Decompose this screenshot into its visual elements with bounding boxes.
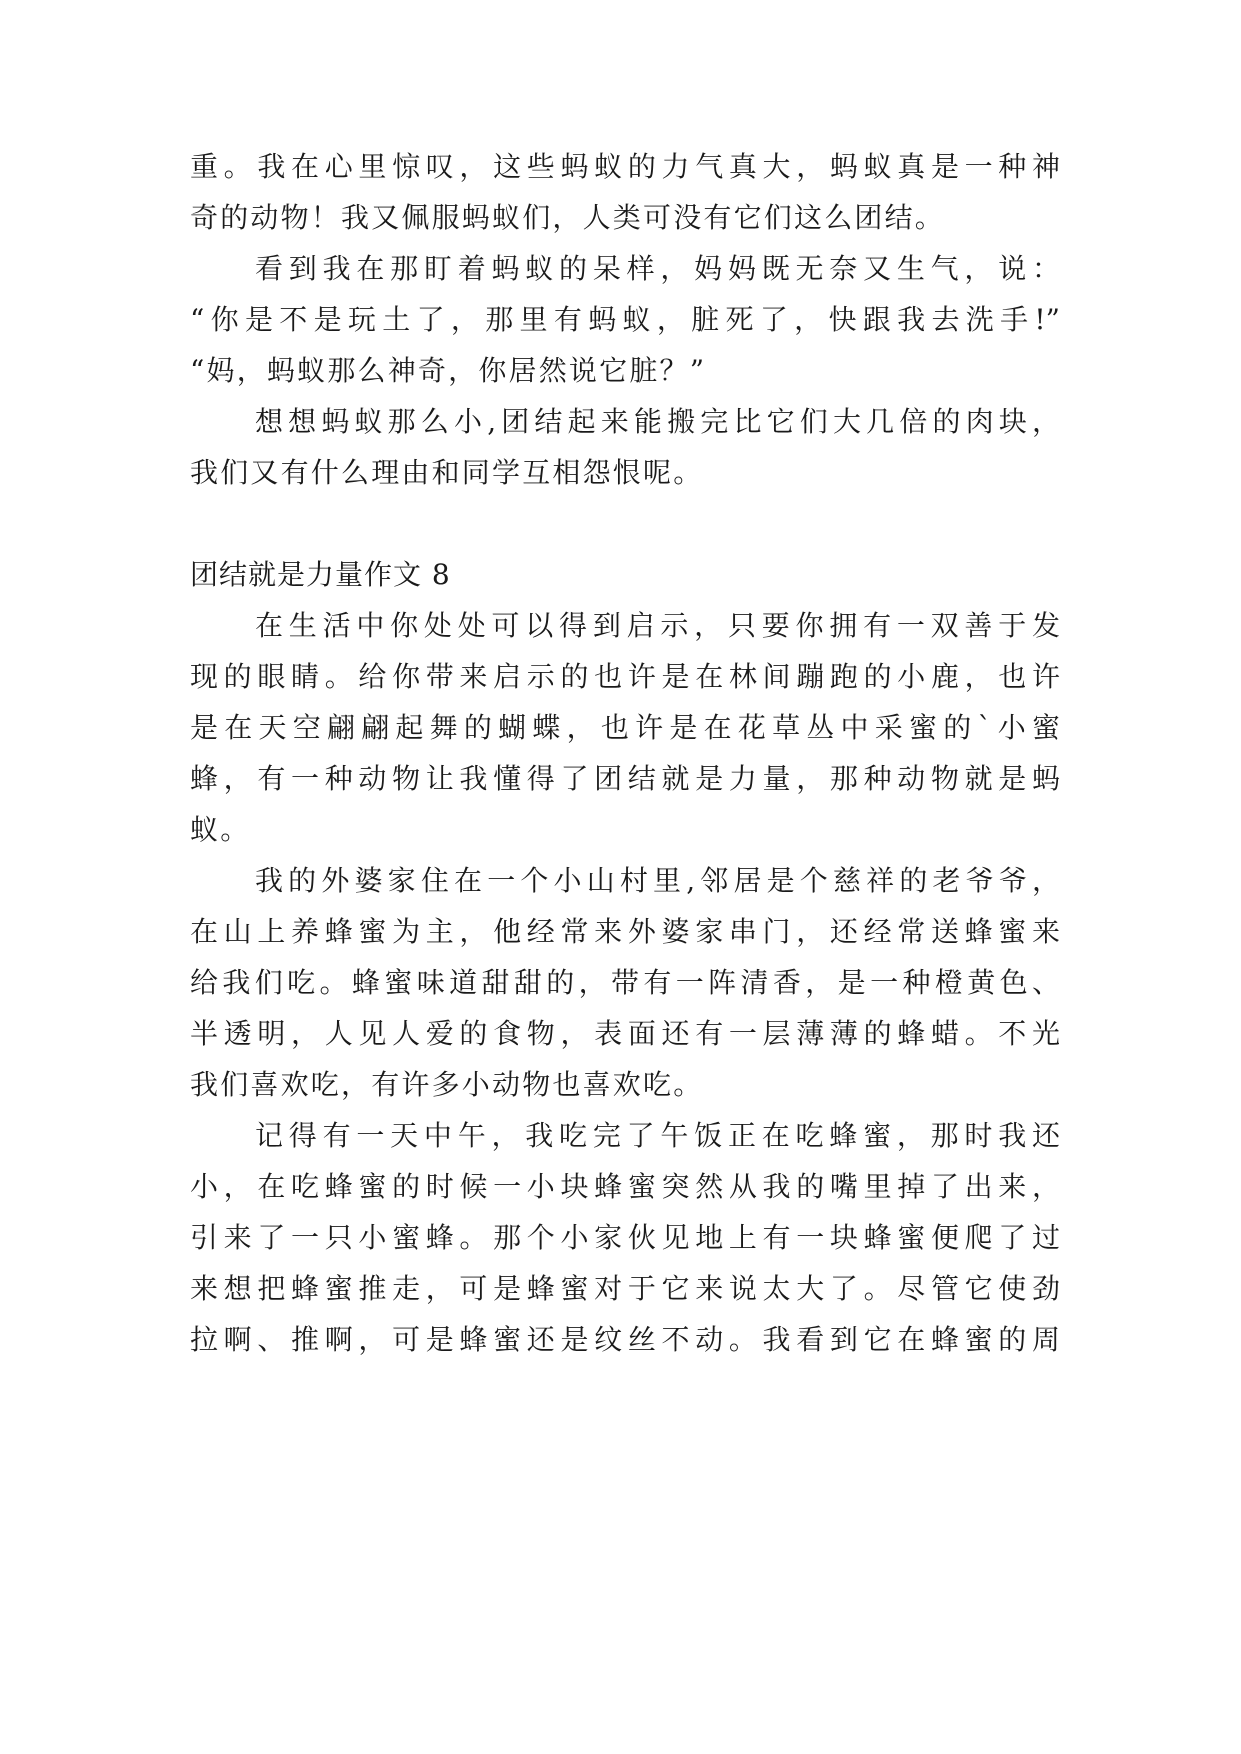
text-line: 蚁。 <box>190 813 251 846</box>
text-line: 半透明，人见人爱的食物，表面还有一层薄薄的蜂蜡。不光 <box>190 1017 1060 1050</box>
text-line: 想想蚂蚁那么小,团结起来能搬完比它们大几倍的肉块， <box>255 405 1060 438</box>
text-line: 我们喜欢吃，有许多小动物也喜欢吃。 <box>190 1068 704 1101</box>
text-line: 是在天空翩翩起舞的蝴蝶，也许是在花草丛中采蜜的`小蜜 <box>190 711 1060 744</box>
text-line: 拉啊、推啊，可是蜂蜜还是纹丝不动。我看到它在蜂蜜的周 <box>190 1323 1060 1356</box>
text-line: 记得有一天中午，我吃完了午饭正在吃蜂蜜，那时我还 <box>255 1119 1060 1152</box>
text-line: 引来了一只小蜜蜂。那个小家伙见地上有一块蜂蜜便爬了过 <box>190 1221 1060 1254</box>
text-line: 给我们吃。蜂蜜味道甜甜的，带有一阵清香，是一种橙黄色、 <box>190 966 1060 999</box>
text-line: 蜂，有一种动物让我懂得了团结就是力量，那种动物就是蚂 <box>190 762 1060 795</box>
text-line: 现的眼睛。给你带来启示的也许是在林间蹦跑的小鹿，也许 <box>190 660 1060 693</box>
text-line: 在生活中你处处可以得到启示，只要你拥有一双善于发 <box>255 609 1060 642</box>
text-line: 在山上养蜂蜜为主，他经常来外婆家串门，还经常送蜂蜜来 <box>190 915 1060 948</box>
section-heading: 团结就是力量作文 8 <box>190 558 451 591</box>
text-line: “你是不是玩土了，那里有蚂蚁，脏死了，快跟我去洗手!” <box>190 303 1060 336</box>
text-line: “妈，蚂蚁那么神奇，你居然说它脏？” <box>190 354 707 387</box>
text-line: 奇的动物！我又佩服蚂蚁们，人类可没有它们这么团结。 <box>190 201 946 234</box>
text-line: 我的外婆家住在一个小山村里,邻居是个慈祥的老爷爷， <box>255 864 1060 897</box>
text-line: 看到我在那盯着蚂蚁的呆样，妈妈既无奈又生气，说： <box>255 252 1060 285</box>
text-line: 我们又有什么理由和同学互相怨恨呢。 <box>190 456 704 489</box>
text-line: 来想把蜂蜜推走，可是蜂蜜对于它来说太大了。尽管它使劲 <box>190 1272 1060 1305</box>
text-line: 小，在吃蜂蜜的时候一小块蜂蜜突然从我的嘴里掉了出来， <box>190 1170 1060 1203</box>
text-line: 重。我在心里惊叹，这些蚂蚁的力气真大，蚂蚁真是一种神 <box>190 150 1060 183</box>
